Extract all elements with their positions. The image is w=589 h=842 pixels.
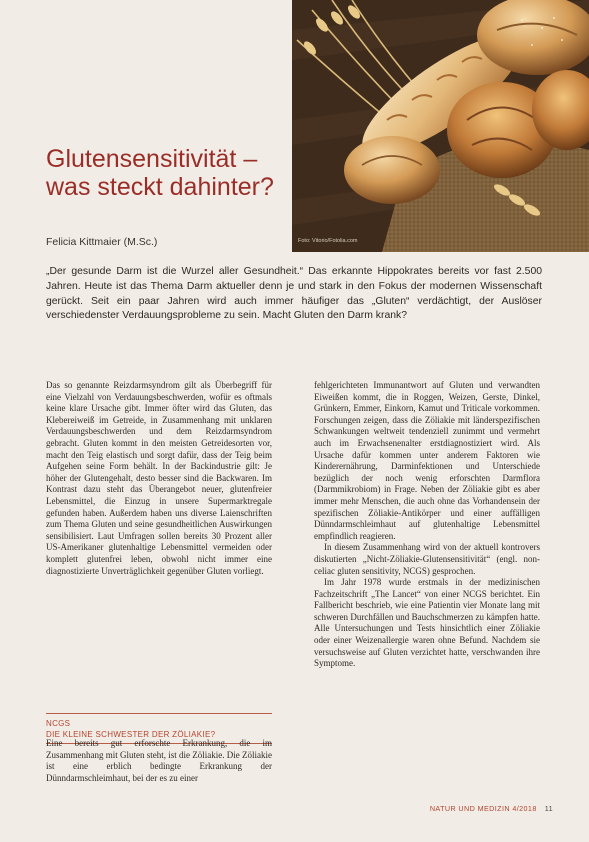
- right-paragraph-1: fehlgerichteten Immunantwort auf Gluten und verwandten Eiweißen kommt, die in Roggen, Weizen, Gerste, Dinkel, Grünkern, Emmer, Einkorn, Kamut und Triticale vorkommen. Forschungen zeigen, dass die Zöliakie mit länderspezifischen Schwankungen weltweit tendenziell zunimmt und vermehrt auch im Erwachsenenalter erstdiagnostiziert wird. Als Ursache dafür kommen unter anderem Faktoren wie Kinderernährung, Darminfektionen und Unterschiede bezüglich der noch wenig erforschten Darmflora (Darmmikrobiom) in Frage. Neben der Zöliakie gibt es aber immer mehr Menschen, die auch ohne das Vorhandensein der spezifischen Zöliakie-Antikörper und einer auffälligen Dünndarmschleimhaut auf glutenhaltige Lebensmittel empfindlich reagieren.: [314, 380, 540, 541]
- left-column: [46, 380, 272, 577]
- page-footer: [430, 804, 553, 813]
- magazine-issue: NATUR UND MEDIZIN 4/2018: [429, 804, 537, 813]
- right-paragraph-2: In diesem Zusammenhang wird von der aktuell kontrovers diskutierten „Nicht-Zöliakie-Glutensensitivität“ (engl. non-celiac gluten sensitivity, NCGS) gesprochen.: [314, 542, 540, 576]
- right-paragraph-3: Im Jahr 1978 wurde erstmals in der medizinischen Fachzeitschrift „The Lancet“ von einer NCGS berichtet. Ein Fallbericht beschrieb, wie eine Patientin vier Monate lang mit schweren Durchfällen und Bauchschmerzen zu kämpfen hatte. Alle Untersuchungen und Tests hinsichtlich einer Zöliakie oder einer Weizenallergie waren ohne Befund. Nachdem sie versuchsweise auf Gluten verzichtet hatte, verschwanden ihre Symptome.: [314, 577, 540, 669]
- left-paragraph-2: Eine bereits gut erforschte Erkrankung, die im Zusammenhang mit Gluten steht, ist die Zöliakie. Die Zöliakie ist eine erblich bedingte Erkrankung der Dünndarmschleimhaut, bei der es zu einer: [46, 738, 272, 783]
- left-column-continued: [46, 738, 272, 784]
- article-author: Felicia Kittmaier (M.Sc.): [46, 236, 158, 248]
- bread-illustration: [292, 0, 589, 252]
- photo-credit: Foto: Vitorio/Fotolia.com: [298, 238, 358, 244]
- section-label: NCGS: [46, 719, 71, 728]
- page-number: 11: [544, 804, 553, 813]
- right-column: [314, 380, 540, 670]
- article-lead: „Der gesunde Darm ist die Wurzel aller Gesundheit.“ Das erkannte Hippokrates bereits vor fast 2.500 Jahren. Heute ist das Thema Darm aktueller denn je und stark in den Fokus der modernen Wissenschaft gerückt. Seit ein paar Jahren wird auch immer häufiger das „Gluten“ verdächtigt, der Auslöser verschiedenster Verdauungsprobleme zu sein. Macht Gluten den Darm krank?: [46, 266, 542, 322]
- bread-photo: [292, 0, 589, 252]
- article-title: Glutensensitivität – was steckt dahinter?: [46, 145, 274, 201]
- left-paragraph: Das so genannte Reizdarmsyndrom gilt als Überbegriff für eine Vielzahl von Verdauungsbeschwerden, wofür es oftmals keine klare Ursache gibt. Immer öfter wird das Gluten, das Klebereiweiß im Getreide, in Zusammenhang mit unklaren Verdauungsbeschwerden und dem Reizdarmsyndrom gebracht. Gluten kommt in den meisten Getreidesorten vor, macht den Teig elastisch und sorgt dafür, dass der Teig beim Aufgehen seine Form behält. In der Backindustrie gilt: Je höher der Glutengehalt, desto besser sind die Backwaren. Im Kontrast dazu steht das Überangebot neuer, glutenfreier Lebensmittel, die Einzug in unsere Supermarktregale gefunden haben. Außerdem haben uns diverse Laienschriften zum Thema Gluten und seine gesundheitlichen Auswirkungen sensibilisiert. Laut Umfragen sollen bereits 30 Prozent aller US-Amerikaner glutenhaltige Lebensmittel vermeiden oder komplett glutenfrei leben, obwohl nicht immer eine diagnostizierte Unverträglichkeit gegenüber Gluten vorliegt.: [46, 380, 272, 576]
- section-heading: DIE KLEINE SCHWESTER DER ZÖLIAKIE?: [46, 730, 216, 739]
